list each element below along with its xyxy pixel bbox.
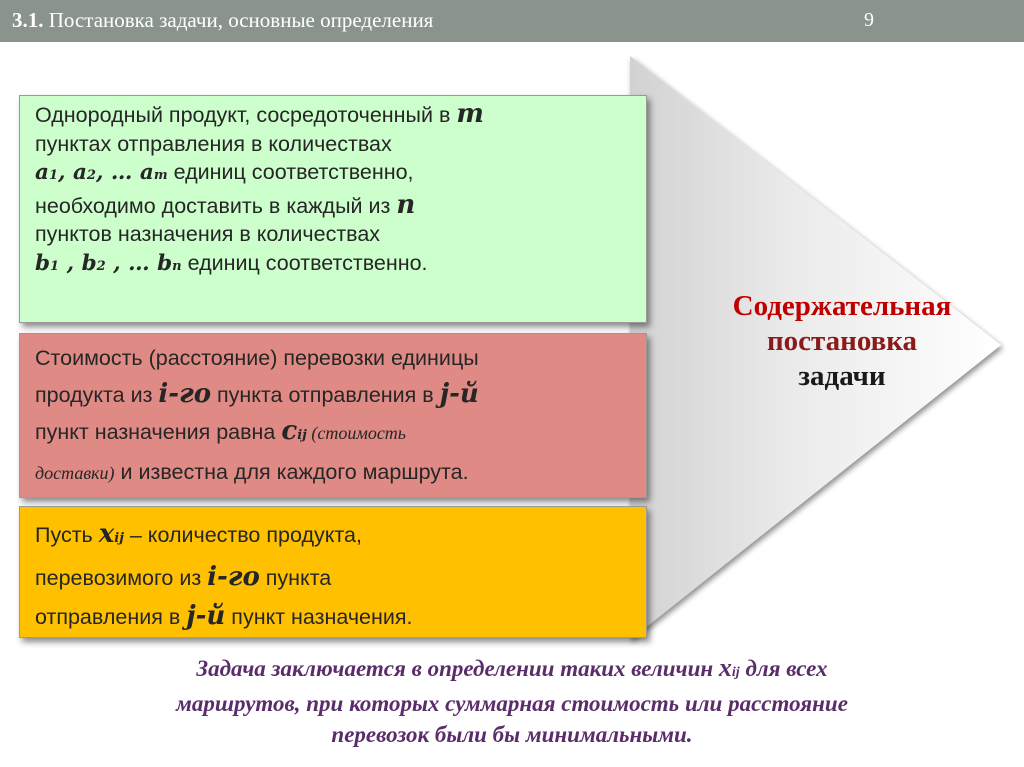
var-bn-sub: n [172, 258, 182, 274]
variable-definition-box [19, 506, 647, 638]
meaningful-statement-heading [672, 289, 1012, 394]
orange-line-3b: пункт назначения. [225, 605, 413, 629]
homogeneous-product-box [19, 95, 647, 323]
green-line-2: пунктах отправления в количествах [35, 131, 392, 156]
green-line-1: Однородный продукт, сосредоточенный в [35, 103, 451, 127]
section-number: 3.1. [12, 8, 44, 32]
var-i-go-2: i-го [207, 562, 260, 592]
var-i-go: i-го [158, 379, 212, 409]
var-j-y-2: j-й [186, 601, 226, 631]
red-line-3a: пункт назначения равна [35, 420, 282, 444]
green-line-5: пунктов назначения в количествах [35, 222, 381, 246]
heading-line-1: Содержательная [732, 290, 952, 322]
sep-dots-a: , … [95, 160, 140, 185]
orange-line-2a: перевозимого из [35, 566, 208, 590]
sep-dots-b: , … [105, 250, 158, 276]
var-bn: b [157, 250, 173, 276]
footer-part-2: для всех [739, 656, 828, 681]
var-a1-sub: 1 [48, 168, 58, 183]
var-n: n [396, 189, 416, 220]
green-line-4: необходимо доставить в каждый из [35, 193, 391, 218]
red-line-2b: пункта отправления в [211, 383, 440, 407]
red-line-2a: продукта из [35, 383, 159, 407]
task-conclusion-text [10, 652, 1014, 750]
var-c: c [281, 416, 298, 446]
green-line-6-rest: единиц соответственно. [181, 250, 428, 275]
red-line-4-rest: и известна для каждого маршрута. [114, 460, 469, 484]
green-line-3-rest: единиц соответственно, [167, 160, 414, 184]
red-line-1: Стоимость (расстояние) перевозки единицы [35, 346, 479, 370]
var-b2: b [81, 250, 97, 276]
var-c-sub: ij [297, 428, 307, 443]
orange-line-1a: Пусть [35, 523, 99, 547]
var-x-sub: ij [114, 531, 124, 546]
orange-line-2b: пункта [259, 566, 332, 590]
var-b1: b [35, 250, 51, 276]
orange-line-3a: отправления в [35, 605, 187, 629]
transport-cost-box [19, 333, 647, 498]
var-am: a [139, 160, 154, 185]
footer-part-1: Задача заключается в определении таких величин [196, 656, 719, 681]
var-a1: a [35, 160, 49, 185]
var-a2-sub: 2 [86, 168, 96, 183]
var-j-y: j-й [439, 379, 479, 409]
footer-var-x-sub: ij [731, 665, 740, 680]
var-am-sub: m [153, 168, 168, 183]
footer-var-x: x [718, 653, 732, 682]
red-paren-2: доставки) [35, 463, 115, 483]
footer-line-3: перевозок были бы минимальными. [331, 722, 693, 747]
slide-number: 9 [864, 9, 874, 31]
sep-b12: , [59, 250, 82, 276]
heading-line-3: задачи [798, 360, 886, 392]
red-paren-1: (стоимость [306, 423, 406, 443]
var-x: x [98, 519, 115, 549]
var-a2: a [72, 160, 87, 185]
var-m: m [456, 99, 484, 129]
slide-title-text: Постановка задачи, основные определения [48, 8, 434, 32]
var-b2-sub: 2 [96, 258, 106, 274]
sep-a12: , [57, 160, 73, 185]
footer-line-2: маршрутов, при которых суммарная стоимость или расстояние [176, 691, 848, 716]
orange-line-1b: – количество продукта, [123, 523, 362, 547]
heading-line-2: постановка [766, 325, 918, 357]
var-b1-sub: 1 [50, 258, 60, 274]
